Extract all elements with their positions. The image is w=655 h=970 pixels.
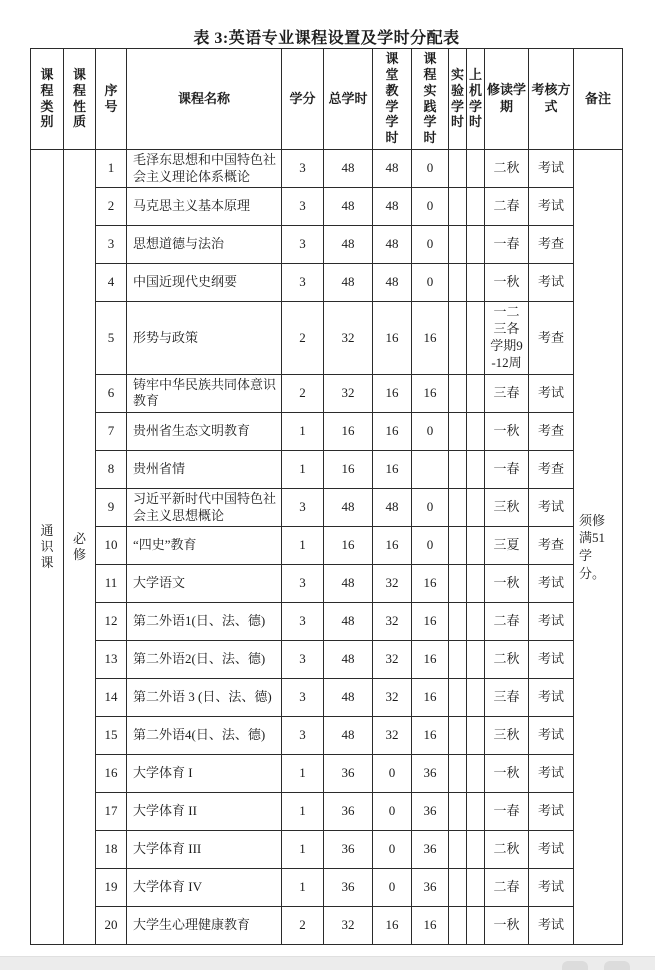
cell-classroom-hours: 16 [373, 374, 412, 412]
cell-assessment: 考试 [529, 907, 574, 945]
cell-semester-label: 一二三各学期9-12周 [490, 304, 523, 370]
table-row [31, 302, 623, 375]
cell-no: 4 [96, 264, 127, 302]
cell-practice-hours: 16 [412, 374, 449, 412]
col-header-course-name: 课程名称 [127, 49, 282, 150]
cell-computer-hours [467, 755, 485, 793]
table-row [31, 226, 623, 264]
cell-credits: 2 [282, 302, 324, 375]
cell-credits: 1 [282, 831, 324, 869]
table-row [31, 831, 623, 869]
table-row [31, 755, 623, 793]
cell-practice-hours: 0 [412, 488, 449, 526]
cell-total-hours: 48 [324, 641, 373, 679]
cell-semester [485, 302, 529, 375]
cell-practice-hours: 16 [412, 603, 449, 641]
cell-total-hours: 48 [324, 717, 373, 755]
cell-no: 1 [96, 149, 127, 187]
col-header-practice-hours-label: 课程实践学时 [423, 51, 437, 146]
cell-semester [485, 831, 529, 869]
cell-assessment: 考查 [529, 302, 574, 375]
col-header-no-label: 序号 [104, 82, 118, 114]
cell-total-hours: 36 [324, 793, 373, 831]
cell-semester [485, 641, 529, 679]
cell-classroom-hours: 0 [373, 869, 412, 907]
cell-semester-label: 一秋 [493, 274, 520, 290]
cell-no: 20 [96, 907, 127, 945]
cell-lab-hours [449, 488, 467, 526]
cell-classroom-hours: 16 [373, 412, 412, 450]
cell-computer-hours [467, 869, 485, 907]
cell-total-hours: 48 [324, 264, 373, 302]
cell-semester-label: 三春 [493, 689, 520, 705]
cell-practice-hours: 0 [412, 264, 449, 302]
cell-semester [485, 907, 529, 945]
cell-assessment: 考试 [529, 603, 574, 641]
cell-credits: 3 [282, 264, 324, 302]
cell-course-name: 大学语文 [127, 565, 282, 603]
cell-assessment: 考试 [529, 641, 574, 679]
cell-credits: 3 [282, 149, 324, 187]
remark-label: 须修满51学分。 [579, 512, 606, 581]
cell-practice-hours: 0 [412, 226, 449, 264]
cell-computer-hours [467, 641, 485, 679]
cell-course-name: 贵州省情 [127, 450, 282, 488]
cell-semester-label: 一秋 [493, 765, 520, 781]
cell-computer-hours [467, 226, 485, 264]
cell-classroom-hours: 0 [373, 793, 412, 831]
cell-no: 15 [96, 717, 127, 755]
course-nature-cell [64, 149, 96, 944]
cell-assessment: 考试 [529, 793, 574, 831]
cell-no: 7 [96, 412, 127, 450]
cell-computer-hours [467, 374, 485, 412]
cell-lab-hours [449, 226, 467, 264]
cell-practice-hours [412, 450, 449, 488]
cell-total-hours: 48 [324, 603, 373, 641]
cell-course-name: 习近平新时代中国特色社会主义思想概论 [127, 488, 282, 526]
cell-assessment: 考试 [529, 149, 574, 187]
cell-assessment: 考试 [529, 755, 574, 793]
table-row [31, 717, 623, 755]
cell-classroom-hours: 32 [373, 603, 412, 641]
cell-lab-hours [449, 264, 467, 302]
table-row [31, 264, 623, 302]
cell-computer-hours [467, 793, 485, 831]
cell-practice-hours: 16 [412, 907, 449, 945]
cell-computer-hours [467, 302, 485, 375]
col-header-category-label: 课程类别 [40, 66, 54, 130]
col-header-credits: 学分 [282, 49, 324, 150]
table-row [31, 679, 623, 717]
col-header-total-hours: 总学时 [324, 49, 373, 150]
table-row [31, 412, 623, 450]
cell-semester [485, 755, 529, 793]
cell-course-name: 毛泽东思想和中国特色社会主义理论体系概论 [127, 149, 282, 187]
cell-practice-hours: 16 [412, 717, 449, 755]
cell-course-name: 第二外语1(日、法、德) [127, 603, 282, 641]
cell-credits: 1 [282, 755, 324, 793]
col-header-nature [64, 49, 96, 150]
cell-classroom-hours: 32 [373, 565, 412, 603]
cell-credits: 3 [282, 641, 324, 679]
table-row [31, 188, 623, 226]
cell-semester [485, 793, 529, 831]
cell-total-hours: 48 [324, 226, 373, 264]
cell-semester [485, 488, 529, 526]
cell-credits: 1 [282, 412, 324, 450]
cell-no: 10 [96, 527, 127, 565]
cell-semester-label: 一春 [493, 803, 520, 819]
course-table [30, 48, 623, 945]
cell-credits: 3 [282, 565, 324, 603]
cell-credits: 3 [282, 188, 324, 226]
cell-total-hours: 16 [324, 412, 373, 450]
cell-lab-hours [449, 907, 467, 945]
cell-practice-hours: 0 [412, 188, 449, 226]
cell-lab-hours [449, 412, 467, 450]
page-title: 表 3:英语专业课程设置及学时分配表 [193, 30, 460, 47]
cell-semester-label: 一秋 [493, 423, 520, 439]
cell-semester-label: 三秋 [493, 727, 520, 743]
cell-classroom-hours: 48 [373, 226, 412, 264]
cell-assessment: 考试 [529, 374, 574, 412]
table-row [31, 641, 623, 679]
cell-no: 6 [96, 374, 127, 412]
viewer-bottom-bar [0, 956, 655, 970]
col-header-computer-hours [467, 49, 485, 150]
cell-computer-hours [467, 907, 485, 945]
cell-total-hours: 48 [324, 188, 373, 226]
cell-semester [485, 869, 529, 907]
col-header-category [31, 49, 64, 150]
cell-credits: 1 [282, 527, 324, 565]
scrollbar-thumb-icon[interactable] [604, 961, 630, 970]
scrollbar-thumb-icon[interactable] [562, 961, 588, 970]
cell-lab-hours [449, 450, 467, 488]
cell-classroom-hours: 16 [373, 527, 412, 565]
col-header-practice-hours [412, 49, 449, 150]
cell-course-name: 形势与政策 [127, 302, 282, 375]
table-row [31, 869, 623, 907]
cell-practice-hours: 0 [412, 412, 449, 450]
cell-credits: 3 [282, 603, 324, 641]
cell-lab-hours [449, 565, 467, 603]
cell-assessment: 考查 [529, 450, 574, 488]
cell-credits: 3 [282, 226, 324, 264]
cell-semester-label: 三春 [493, 384, 520, 400]
cell-assessment: 考查 [529, 412, 574, 450]
cell-no: 8 [96, 450, 127, 488]
table-row [31, 149, 623, 187]
col-header-classroom-hours-label: 课堂教学学时 [385, 51, 399, 146]
cell-no: 9 [96, 488, 127, 526]
cell-credits: 1 [282, 869, 324, 907]
cell-computer-hours [467, 149, 485, 187]
cell-course-name: 大学生心理健康教育 [127, 907, 282, 945]
cell-semester-label: 二春 [493, 613, 520, 629]
col-header-lab-hours-label: 实验学时 [450, 66, 464, 130]
cell-computer-hours [467, 188, 485, 226]
cell-computer-hours [467, 679, 485, 717]
cell-semester-label: 一春 [493, 461, 520, 477]
cell-no: 18 [96, 831, 127, 869]
cell-classroom-hours: 16 [373, 450, 412, 488]
cell-course-name: 铸牢中华民族共同体意识教育 [127, 374, 282, 412]
cell-classroom-hours: 48 [373, 488, 412, 526]
cell-no: 16 [96, 755, 127, 793]
cell-semester-label: 一春 [493, 236, 520, 252]
col-header-classroom-hours [373, 49, 412, 150]
cell-no: 14 [96, 679, 127, 717]
cell-total-hours: 16 [324, 527, 373, 565]
cell-course-name: 大学体育 II [127, 793, 282, 831]
cell-no: 13 [96, 641, 127, 679]
cell-total-hours: 32 [324, 907, 373, 945]
cell-practice-hours: 16 [412, 679, 449, 717]
table-row [31, 793, 623, 831]
cell-course-name: 第二外语 3 (日、法、德) [127, 679, 282, 717]
cell-semester [485, 188, 529, 226]
table-row [31, 907, 623, 945]
cell-assessment: 考查 [529, 527, 574, 565]
cell-assessment: 考试 [529, 264, 574, 302]
table-row [31, 565, 623, 603]
cell-credits: 2 [282, 907, 324, 945]
cell-course-name: 第二外语2(日、法、德) [127, 641, 282, 679]
cell-lab-hours [449, 374, 467, 412]
cell-assessment: 考试 [529, 717, 574, 755]
table-row [31, 603, 623, 641]
cell-lab-hours [449, 603, 467, 641]
cell-semester-label: 一秋 [493, 575, 520, 591]
cell-classroom-hours: 0 [373, 755, 412, 793]
remark-cell [574, 149, 623, 944]
cell-credits: 3 [282, 717, 324, 755]
cell-course-name: 大学体育 I [127, 755, 282, 793]
cell-assessment: 考查 [529, 226, 574, 264]
cell-lab-hours [449, 679, 467, 717]
cell-total-hours: 16 [324, 450, 373, 488]
cell-credits: 3 [282, 679, 324, 717]
cell-course-name: 第二外语4(日、法、德) [127, 717, 282, 755]
cell-no: 11 [96, 565, 127, 603]
col-header-nature-label: 课程性质 [72, 66, 86, 130]
cell-semester-label: 二春 [493, 879, 520, 895]
cell-credits: 3 [282, 488, 324, 526]
cell-lab-hours [449, 831, 467, 869]
course-nature-label: 必修 [72, 530, 86, 562]
cell-semester [485, 679, 529, 717]
cell-assessment: 考试 [529, 488, 574, 526]
cell-computer-hours [467, 488, 485, 526]
cell-assessment: 考试 [529, 679, 574, 717]
header-row [31, 49, 623, 150]
cell-classroom-hours: 32 [373, 717, 412, 755]
cell-practice-hours: 16 [412, 302, 449, 375]
cell-semester-label: 二秋 [493, 841, 520, 857]
cell-semester [485, 603, 529, 641]
cell-assessment: 考试 [529, 869, 574, 907]
cell-classroom-hours: 16 [373, 302, 412, 375]
cell-no: 17 [96, 793, 127, 831]
cell-practice-hours: 36 [412, 755, 449, 793]
cell-total-hours: 32 [324, 374, 373, 412]
cell-semester [485, 412, 529, 450]
cell-computer-hours [467, 412, 485, 450]
cell-lab-hours [449, 793, 467, 831]
cell-semester [485, 450, 529, 488]
course-category-label: 通识课 [40, 522, 54, 570]
cell-semester-label: 二春 [493, 198, 520, 214]
col-header-computer-hours-label: 上机学时 [468, 66, 482, 130]
table-row [31, 488, 623, 526]
cell-computer-hours [467, 603, 485, 641]
cell-no: 3 [96, 226, 127, 264]
cell-total-hours: 36 [324, 755, 373, 793]
col-header-lab-hours [449, 49, 467, 150]
cell-semester [485, 264, 529, 302]
cell-semester-label: 二秋 [493, 651, 520, 667]
cell-semester [485, 565, 529, 603]
cell-practice-hours: 36 [412, 831, 449, 869]
cell-practice-hours: 36 [412, 869, 449, 907]
cell-computer-hours [467, 450, 485, 488]
cell-course-name: 贵州省生态文明教育 [127, 412, 282, 450]
course-category-cell [31, 149, 64, 944]
cell-assessment: 考试 [529, 565, 574, 603]
cell-total-hours: 48 [324, 488, 373, 526]
cell-course-name: 中国近现代史纲要 [127, 264, 282, 302]
cell-course-name: “四史”教育 [127, 527, 282, 565]
cell-total-hours: 48 [324, 679, 373, 717]
col-header-no [96, 49, 127, 150]
cell-computer-hours [467, 527, 485, 565]
cell-practice-hours: 36 [412, 793, 449, 831]
cell-semester [485, 717, 529, 755]
col-header-semester: 修读学期 [485, 49, 529, 150]
col-header-remark: 备注 [574, 49, 623, 150]
table-row [31, 450, 623, 488]
cell-semester-label: 三夏 [493, 537, 520, 553]
cell-practice-hours: 0 [412, 149, 449, 187]
cell-course-name: 马克思主义基本原理 [127, 188, 282, 226]
cell-total-hours: 48 [324, 149, 373, 187]
cell-semester [485, 527, 529, 565]
cell-no: 12 [96, 603, 127, 641]
cell-course-name: 大学体育 IV [127, 869, 282, 907]
cell-total-hours: 48 [324, 565, 373, 603]
cell-lab-hours [449, 755, 467, 793]
cell-lab-hours [449, 149, 467, 187]
table-row [31, 527, 623, 565]
cell-total-hours: 36 [324, 831, 373, 869]
cell-course-name: 思想道德与法治 [127, 226, 282, 264]
cell-credits: 1 [282, 450, 324, 488]
col-header-assessment: 考核方式 [529, 49, 574, 150]
table-row [31, 374, 623, 412]
cell-computer-hours [467, 565, 485, 603]
cell-semester [485, 374, 529, 412]
cell-total-hours: 32 [324, 302, 373, 375]
cell-lab-hours [449, 717, 467, 755]
cell-no: 5 [96, 302, 127, 375]
cell-lab-hours [449, 869, 467, 907]
cell-assessment: 考试 [529, 831, 574, 869]
cell-lab-hours [449, 302, 467, 375]
cell-classroom-hours: 32 [373, 641, 412, 679]
cell-semester-label: 三秋 [493, 499, 520, 515]
cell-assessment: 考试 [529, 188, 574, 226]
cell-lab-hours [449, 188, 467, 226]
cell-lab-hours [449, 641, 467, 679]
cell-computer-hours [467, 831, 485, 869]
cell-total-hours: 36 [324, 869, 373, 907]
cell-practice-hours: 16 [412, 565, 449, 603]
cell-practice-hours: 16 [412, 641, 449, 679]
cell-semester [485, 226, 529, 264]
cell-computer-hours [467, 717, 485, 755]
cell-practice-hours: 0 [412, 527, 449, 565]
cell-classroom-hours: 48 [373, 188, 412, 226]
cell-no: 19 [96, 869, 127, 907]
cell-classroom-hours: 48 [373, 149, 412, 187]
cell-credits: 2 [282, 374, 324, 412]
cell-semester-label: 一秋 [493, 917, 520, 933]
cell-classroom-hours: 48 [373, 264, 412, 302]
cell-classroom-hours: 0 [373, 831, 412, 869]
cell-no: 2 [96, 188, 127, 226]
cell-course-name: 大学体育 III [127, 831, 282, 869]
cell-lab-hours [449, 527, 467, 565]
cell-semester-label: 二秋 [493, 160, 520, 176]
cell-semester [485, 149, 529, 187]
cell-credits: 1 [282, 793, 324, 831]
cell-classroom-hours: 16 [373, 907, 412, 945]
cell-computer-hours [467, 264, 485, 302]
cell-classroom-hours: 32 [373, 679, 412, 717]
